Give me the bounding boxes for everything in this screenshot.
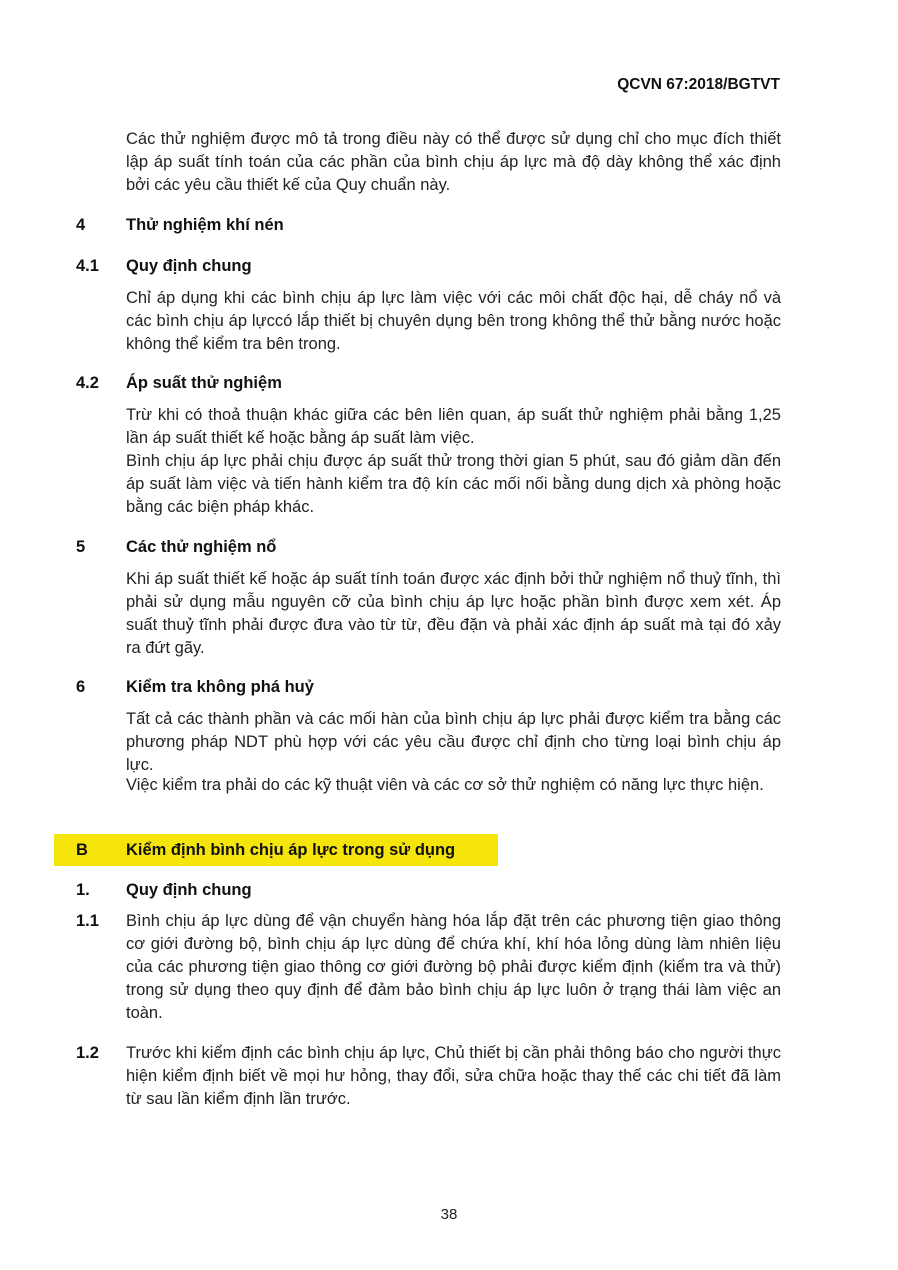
intro-paragraph: Các thử nghiệm được mô tả trong điều này có thể được sử dụng chỉ cho mục đích thiết lập áp suất tính toán của các phần của bình chịu áp lực mà độ dày không thể xác định bởi các yêu cầu thiết kế của Quy chuẩn này.	[126, 130, 781, 194]
section-4-1-number: 4.1	[76, 257, 99, 275]
document-code: QCVN 67:2018/BGTVT	[617, 76, 780, 93]
part-b-letter: B	[76, 841, 88, 859]
section-4-1-title: Quy định chung	[126, 257, 252, 275]
section-5-text: Khi áp suất thiết kế hoặc áp suất tính toán được xác định bởi thử nghiệm nổ thuỷ tĩnh, thì phải sử dụng mẫu nguyên cỡ của bình chịu áp lực hoặc phần bình được xem xét. Áp suất thuỷ tĩnh phải được đưa vào từ từ, đều đặn và phải xác định áp suất mà tại đó xảy ra đứt gãy.	[126, 570, 781, 657]
section-4-title: Thử nghiệm khí nén	[126, 216, 284, 234]
section-4-2-title: Áp suất thử nghiệm	[126, 374, 282, 392]
section-5-number: 5	[76, 538, 86, 556]
section-4-2-number: 4.2	[76, 374, 99, 392]
section-6-text-1: Tất cả các thành phần và các mối hàn của bình chịu áp lực phải được kiểm tra bằng các phương pháp NDT phù hợp với các yêu cầu được chỉ định cho từng loại bình chịu áp lực.	[126, 710, 781, 774]
section-4-number: 4	[76, 216, 86, 234]
section-b1-number: 1.	[76, 881, 90, 899]
section-4-1-text: Chỉ áp dụng khi các bình chịu áp lực làm việc với các môi chất độc hại, dễ cháy nổ và các bình chịu áp lựccó lắp thiết bị chuyên dụng bên trong không thể thử bằng nước hoặc không thể kiểm tra bên trong.	[126, 289, 781, 353]
section-6-text-2: Việc kiểm tra phải do các kỹ thuật viên và các cơ sở thử nghiệm có năng lực thực hiện.	[126, 776, 764, 794]
section-6-number: 6	[76, 678, 86, 696]
item-1-1-text: Bình chịu áp lực dùng để vận chuyển hàng hóa lắp đặt trên các phương tiện giao thông cơ giới đường bộ, bình chịu áp lực dùng để chứa khí, khí hóa lỏng dùng làm nhiên liệu của các phương tiện giao thông cơ giới đường bộ phải được kiểm định (kiểm tra và thử) trong sử dụng theo quy định để đảm bảo bình chịu áp lực luôn ở trạng thái làm việc an toàn.	[126, 912, 781, 1022]
section-6-title: Kiểm tra không phá huỷ	[126, 678, 314, 696]
item-1-2-number: 1.2	[76, 1044, 99, 1062]
section-4-2-text-2: Bình chịu áp lực phải chịu được áp suất thử trong thời gian 5 phút, sau đó giảm dần đến áp suất làm việc và tiến hành kiểm tra độ kín các mối nối bằng dung dịch xà phòng hoặc bằng các biện pháp khác.	[126, 452, 781, 516]
section-4-2-text-1: Trừ khi có thoả thuận khác giữa các bên liên quan, áp suất thử nghiệm phải bằng 1,25 lần áp suất thiết kế hoặc bằng áp suất làm việc.	[126, 406, 781, 447]
part-b-title: Kiểm định bình chịu áp lực trong sử dụng	[126, 841, 456, 859]
item-1-2-text: Trước khi kiểm định các bình chịu áp lực, Chủ thiết bị cần phải thông báo cho người thực hiện kiểm định biết về mọi hư hỏng, thay đổi, sửa chữa hoặc thay thế các chi tiết đã làm từ sau lần kiểm định lần trước.	[126, 1044, 781, 1108]
page-number: 38	[440, 1206, 458, 1223]
item-1-1-number: 1.1	[76, 912, 99, 930]
section-5-title: Các thử nghiệm nổ	[126, 538, 277, 556]
section-b1-title: Quy định chung	[126, 881, 252, 899]
